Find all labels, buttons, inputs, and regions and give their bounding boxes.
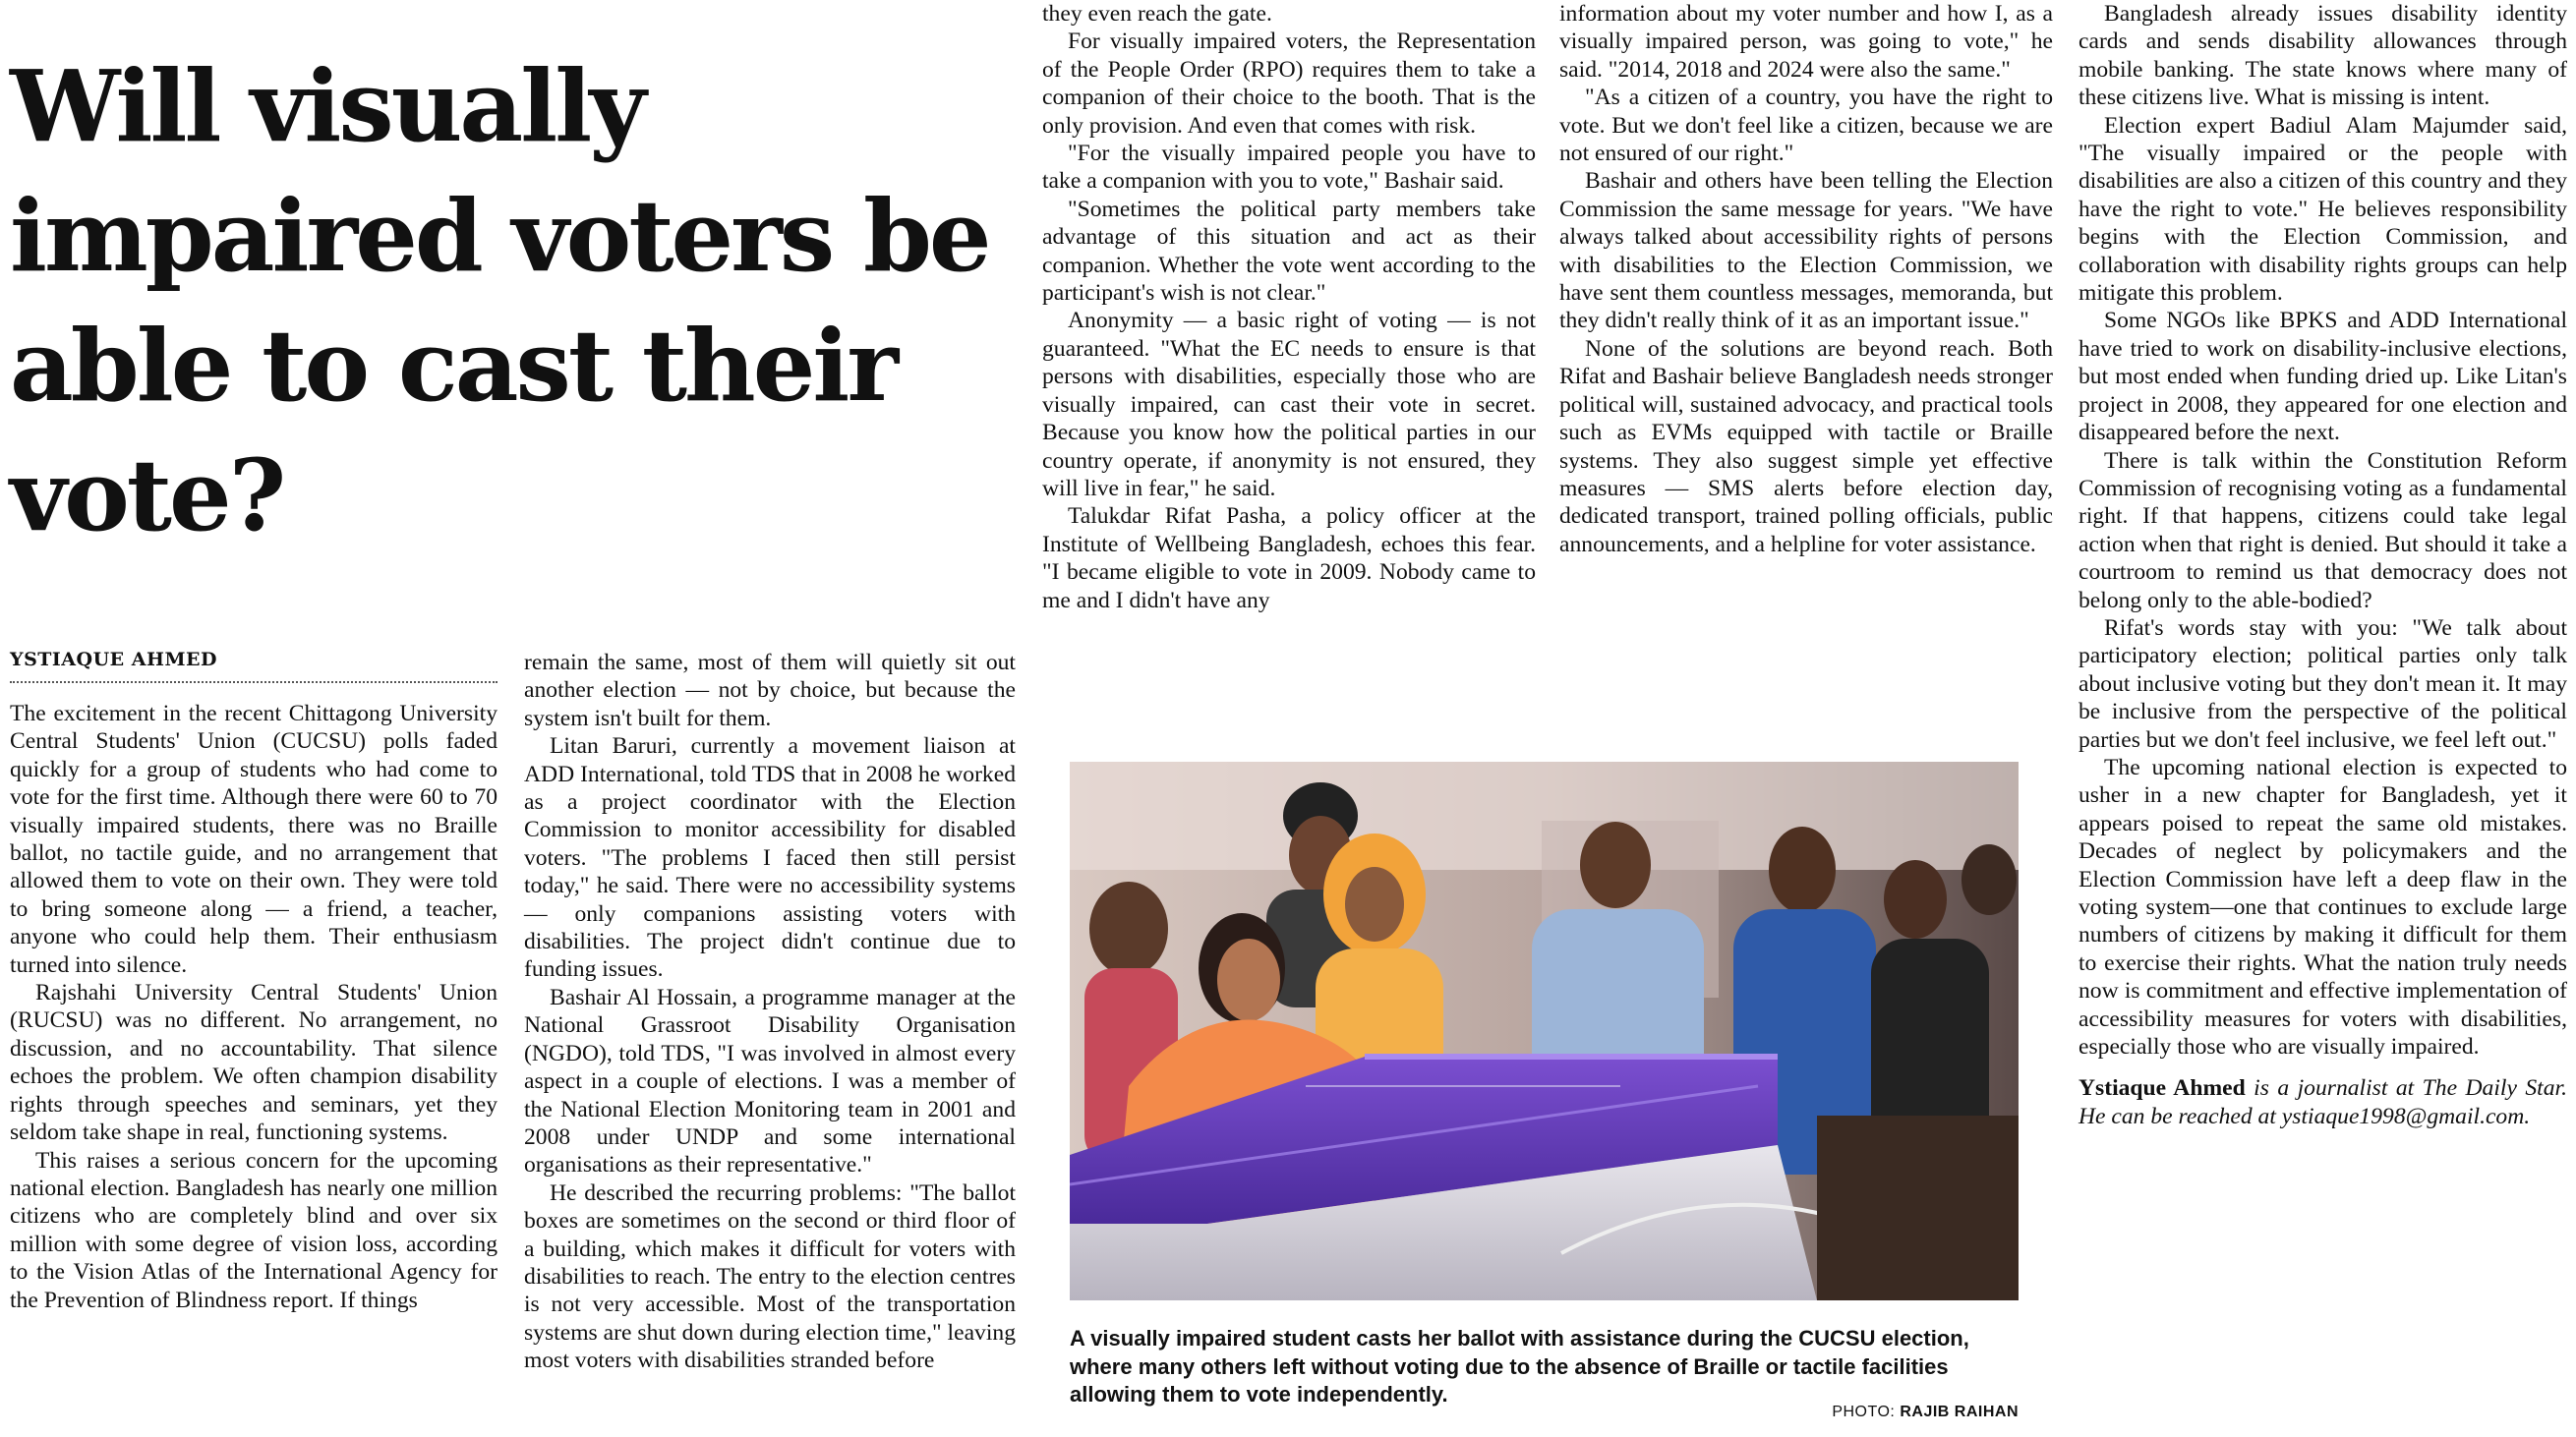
article-column-1 xyxy=(10,700,498,1314)
photo-caption: A visually impaired student casts her ballot with assistance during the CUCSU election, where many others left without voting due to the absence of Braille or tactile facilities allowing them to vote independently. xyxy=(1070,1326,1969,1408)
paragraph: "For the visually impaired people you have to take a companion with you to vote," Bashair said. xyxy=(1042,141,1536,195)
paragraph: Bashair Al Hossain, a programme manager at the National Grassroot Disability Organisation (NGDO), told TDS, "I was involved in almost every aspect in a couple of elections. I was a member of the National Election Monitoring team in 2001 and 2008 under UNDP and some international organisations as their representative." xyxy=(524,984,1016,1178)
article-headline: Will visually impaired voters be able to cast their vote? xyxy=(10,48,989,553)
paragraph: information about my voter number and how I, as a visually impaired person, was going to vote," he said. "2014, 2018 and 2024 were also the same." xyxy=(1559,1,2053,83)
paragraph: The upcoming national election is expected to usher in a new chapter for Bangladesh, yet it appears poised to repeat the same old mistakes. Decades of neglect by policymakers and the Election Commission have left a deep flaw in the voting system—one that continues to exclude large numbers of citizens by making it difficult for them to exercise their rights. What the nation truly needs now is commitment and effective implementation of accessibility measures for voters with disabilities, especially those who are visually impaired. xyxy=(2078,754,2567,1061)
paragraph: "As a citizen of a country, you have the right to vote. But we don't feel like a citizen, because we are not ensured of our right." xyxy=(1559,85,2053,167)
paragraph: Some NGOs like BPKS and ADD International have tried to work on disability-inclusive elections, but most ended when funding dried up. Like Litan's project in 2008, they appeared for one election and disappeared before the next. xyxy=(2078,308,2567,446)
author-bio xyxy=(2078,1074,2567,1130)
photo-credit-name: RAJIB RAIHAN xyxy=(1900,1404,2019,1420)
paragraph: Talukdar Rifat Pasha, a policy officer at the Institute of Wellbeing Bangladesh, echoes this fear. "I became eligible to vote in 2009. Nobody came to me and I didn't have any xyxy=(1042,503,1536,613)
paragraph: None of the solutions are beyond reach. Both Rifat and Bashair believe Bangladesh needs stronger political will, sustained advocacy, and practical tools such as EVMs equipped with tactile or Braille systems. They also suggest simple yet effective measures — SMS alerts before election day, dedicated transport, trained polling officials, public announcements, and a helpline for voter assistance. xyxy=(1559,335,2053,557)
author-name: Ystiaque Ahmed xyxy=(2078,1075,2246,1102)
article-column-3 xyxy=(1042,0,1536,614)
paragraph: Bangladesh already issues disability identity cards and sends disability allowances through mobile banking. The state knows where many of these citizens live. What is missing is intent. xyxy=(2078,1,2567,111)
paragraph: There is talk within the Constitution Reform Commission of recognising voting as a fundamental right. If that happens, citizens could take legal action when that right is denied. But should it take a courtroom to remind us that democracy does not belong only to the able-bodied? xyxy=(2078,447,2567,613)
paragraph: Election expert Badiul Alam Majumder said, "The visually impaired or the people with disabilities are also a citizen of this country and they have the right to vote." He believes responsibility begins with the Election Commission, and collaboration with disability rights groups can help mitigate this problem. xyxy=(2078,112,2567,307)
paragraph: remain the same, most of them will quietly sit out another election — not by choice, but because the system isn't built for them. xyxy=(524,650,1016,731)
paragraph: Anonymity — a basic right of voting — is not guaranteed. "What the EC needs to ensure is that persons with disabilities, especially those who are visually impaired, can cast their vote in secret. Because you know how the political parties in our country operate, if anonymity is not ensured, they will live in fear," he said. xyxy=(1042,308,1536,501)
paragraph: Rifat's words stay with you: "We talk about participatory election; political parties only talk about inclusive voting but they don't mean it. It may be inclusive from the perspective of the political parties but we don't feel inclusive, we feel left out." xyxy=(2078,614,2567,753)
article-column-4 xyxy=(1559,0,2053,558)
paragraph: Bashair and others have been telling the Election Commission the same message for years. "We have always talked about accessibility rights of persons with disabilities to the Election Commission, we have sent them countless messages, memoranda, but they didn't really think of it as an important issue." xyxy=(1559,168,2053,334)
author-bio-text: is a journalist at The Daily Star. He can be reached at ystiaque1998@gmail.com. xyxy=(2078,1075,2567,1129)
paragraph: This raises a serious concern for the upcoming national election. Bangladesh has nearly one million citizens who are completely blind and over six million with some degree of vision loss, according to the Vision Atlas of the International Agency for the Prevention of Blindness report. If things xyxy=(10,1147,498,1313)
article-column-5 xyxy=(2078,0,2567,1130)
paragraph: The excitement in the recent Chittagong University Central Students' Union (CUCSU) polls faded quickly for a group of students who had come to vote for the first time. Although there were 60 to 70 visually impaired students, there was no Braille ballot, no tactile guide, and no arrangement that allowed them to vote on their own. They were told to bring someone along — a friend, a teacher, anyone who could help them. Their enthusiasm turned into silence. xyxy=(10,701,498,978)
paragraph: "Sometimes the political party members take advantage of this situation and act as their companion. Whether the vote went according to the participant's wish is not clear." xyxy=(1042,196,1536,307)
photo-credit-label: PHOTO: xyxy=(1832,1404,1896,1420)
byline-divider xyxy=(10,681,498,683)
news-photo xyxy=(1070,762,2019,1300)
paragraph: Rajshahi University Central Students' Union (RUCSU) was no different. No arrangement, no discussion, and no accountability. That silence echoes the problem. We often champion disability rights through speeches and seminars, yet they seldom take shape in real, functioning systems. xyxy=(10,980,498,1146)
photo-credit xyxy=(1803,1404,2019,1421)
paragraph: Litan Baruri, currently a movement liaison at ADD International, told TDS that in 2008 he worked as a project coordinator with the Election Commission to monitor accessibility for disabled voters. "The problems I faced then still persist today," he said. There were no accessibility systems — only companions assisting voters with disabilities. The project didn't continue due to funding issues. xyxy=(524,733,1016,983)
paragraph: For visually impaired voters, the Representation of the People Order (RPO) requires them to take a companion of their choice to the booth. That is the only provision. And even that comes with risk. xyxy=(1042,29,1536,139)
article-column-2 xyxy=(524,649,1016,1375)
byline: YSTIAQUE AHMED xyxy=(10,649,217,670)
paragraph: He described the recurring problems: "The ballot boxes are sometimes on the second or third floor of a building, which makes it difficult for voters with disabilities to reach. The entry to the election centres is not very accessible. Most of the transportation systems are shut down during election time," leaving most voters with disabilities stranded before xyxy=(524,1179,1016,1374)
paragraph: they even reach the gate. xyxy=(1042,1,1272,27)
